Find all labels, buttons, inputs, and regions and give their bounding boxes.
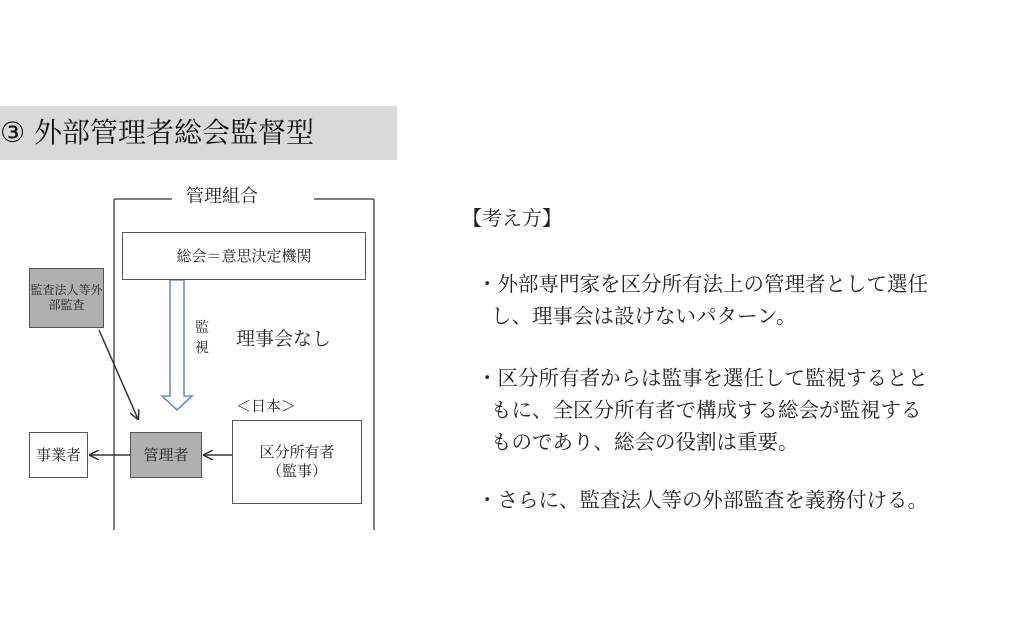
manager-label: 管理者	[143, 445, 189, 464]
japan-label: ＜日本＞	[236, 397, 297, 415]
auditor-role-label: （監事）	[266, 462, 327, 480]
supervision-arrow	[162, 280, 192, 410]
external-auditor-box	[29, 268, 104, 328]
bullet-2-line-2: もに、全区分所有者で構成する総会が監視する	[491, 398, 922, 422]
bullet-item-2	[477, 362, 928, 458]
org-label: 管理組合	[186, 186, 258, 207]
business-box	[29, 432, 88, 478]
general-meeting-box	[122, 232, 366, 280]
external-auditor-label-line1: 監査法人等外	[30, 283, 103, 297]
bullet-item-1	[477, 268, 928, 332]
auditor-to-manager-arrow	[99, 330, 138, 419]
bullet-3-line-1: ・さらに、監査法人等の外部監査を義務付ける。	[477, 488, 928, 512]
page-title: ③ 外部管理者総会監督型	[0, 116, 315, 149]
owners-label: 区分所有者	[259, 443, 335, 461]
bullet-1-line-2: し、理事会は設けないパターン。	[491, 304, 797, 328]
explanation-heading: 【考え方】	[462, 206, 562, 230]
external-auditor-label-line2: 部監査	[48, 298, 85, 312]
general-meeting-label: 総会＝意思決定機関	[176, 246, 312, 265]
business-label: 事業者	[35, 445, 81, 464]
bullet-1-line-1: ・外部専門家を区分所有法上の管理者として選任	[477, 272, 928, 296]
no-board-label: 理事会なし	[236, 328, 332, 350]
bullet-2-line-3: ものであり、総会の役割は重要。	[491, 430, 799, 454]
owners-box	[232, 420, 362, 504]
supervision-label: 監 視	[195, 320, 209, 356]
manager-box	[130, 432, 202, 478]
bullet-item-3	[477, 484, 928, 516]
bullet-2-line-1: ・区分所有者からは監事を選任して監視するとと	[477, 366, 928, 390]
